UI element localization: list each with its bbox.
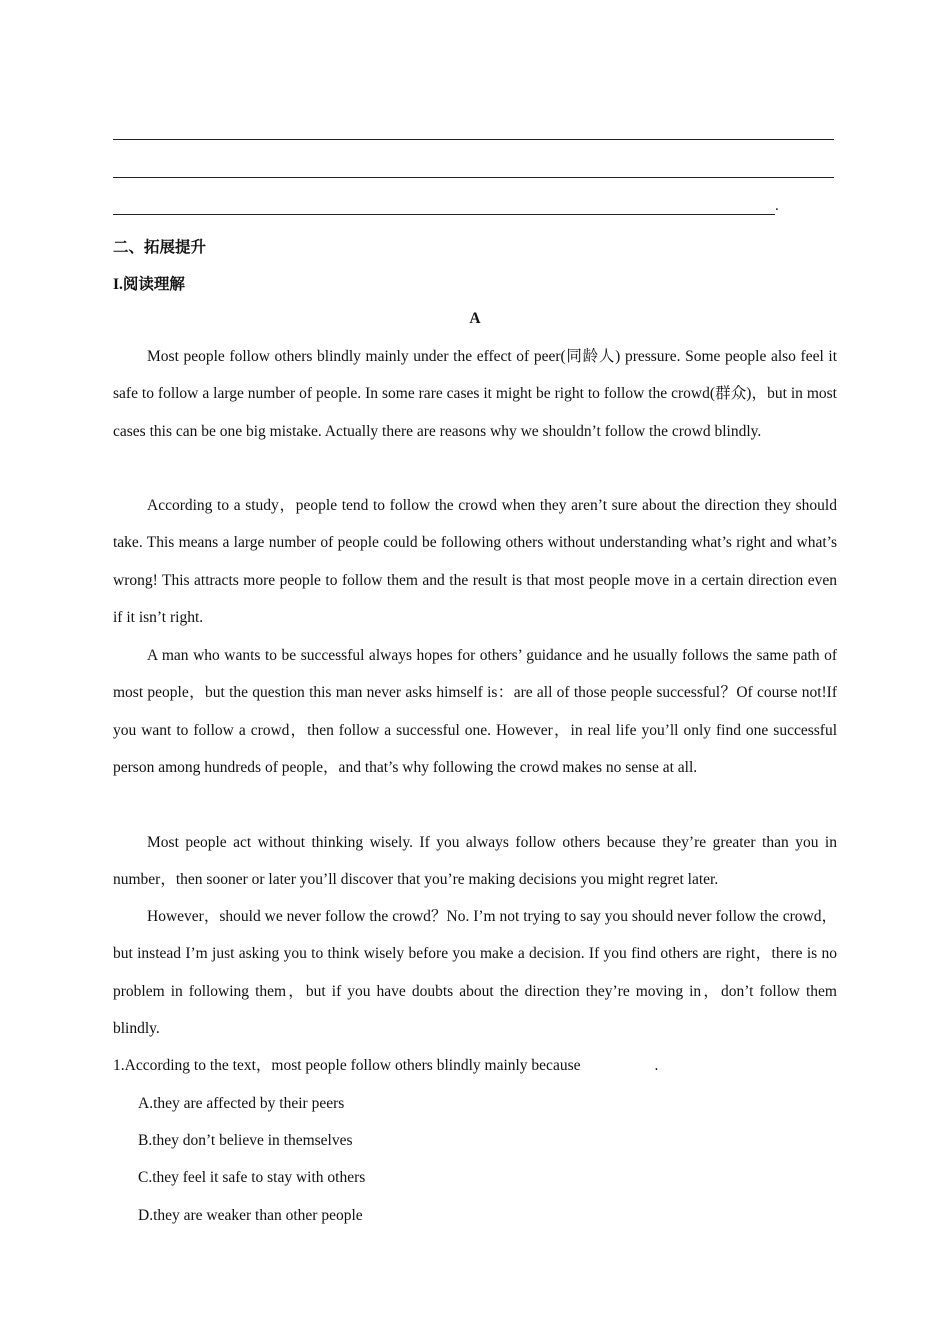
answer-line-end-mark: . — [775, 198, 779, 214]
answer-line-2 — [113, 177, 834, 178]
option-a: A.they are affected by their peers — [138, 1095, 345, 1112]
option-c: C.they feel it safe to stay with others — [138, 1169, 366, 1186]
passage-paragraph-5: However，should we never follow the crowd？No. I’m not trying to say you should never follow the crowd，but instead I’m just asking you to think wisely before you make a decision. If you find others are right，there is no problem in following them，but if you have doubts about the direction they’re moving in，don’t follow them blindly. — [113, 908, 837, 1038]
question-1-stem: 1.According to the text，most people follow others blindly mainly because — [113, 1057, 581, 1074]
passage-paragraph-3: A man who wants to be successful always hopes for others’ guidance and he usually follows the same path of most people，but the question this man never asks himself is：are all of those people successful？Of course not!If you want to follow a crowd，then follow a successful one. However，in real life you’ll only find one successful person among hundreds of people，and that’s why following the crowd makes no sense at all. — [113, 647, 837, 777]
question-1 — [113, 1047, 837, 1084]
passage-paragraph-2: According to a study，people tend to follow the crowd when they aren’t sure about the direction they should take. This means a large number of people could be following others without understanding what’s right and what’s wrong! This attracts more people to follow them and the result is that most people move in a certain direction even if it isn’t right. — [113, 497, 837, 627]
passage-label: A — [469, 310, 481, 327]
passage-paragraph-4: Most people act without thinking wisely. If you always follow others because they’re greater than you in number，then sooner or later you’ll discover that you’re making decisions you might regret later. — [113, 834, 837, 889]
question-1-end-mark: . — [654, 1057, 659, 1074]
option-d: D.they are weaker than other people — [138, 1207, 363, 1224]
section-heading: 二、拓展提升 — [113, 239, 207, 256]
passage-paragraph-1: Most people follow others blindly mainly under the effect of peer(同龄人) pressure. Some people also feel it safe to follow a large number of people. In some rare cases it might be right to follow the crowd(群众)，but in most cases this can be one big mistake. Actually there are reasons why we shouldn’t follow the crowd blindly. — [113, 348, 837, 440]
answer-line-1 — [113, 139, 834, 140]
option-b: B.they don’t believe in themselves — [138, 1132, 353, 1149]
answer-line-3 — [113, 214, 775, 215]
reading-heading: I.阅读理解 — [113, 276, 185, 293]
